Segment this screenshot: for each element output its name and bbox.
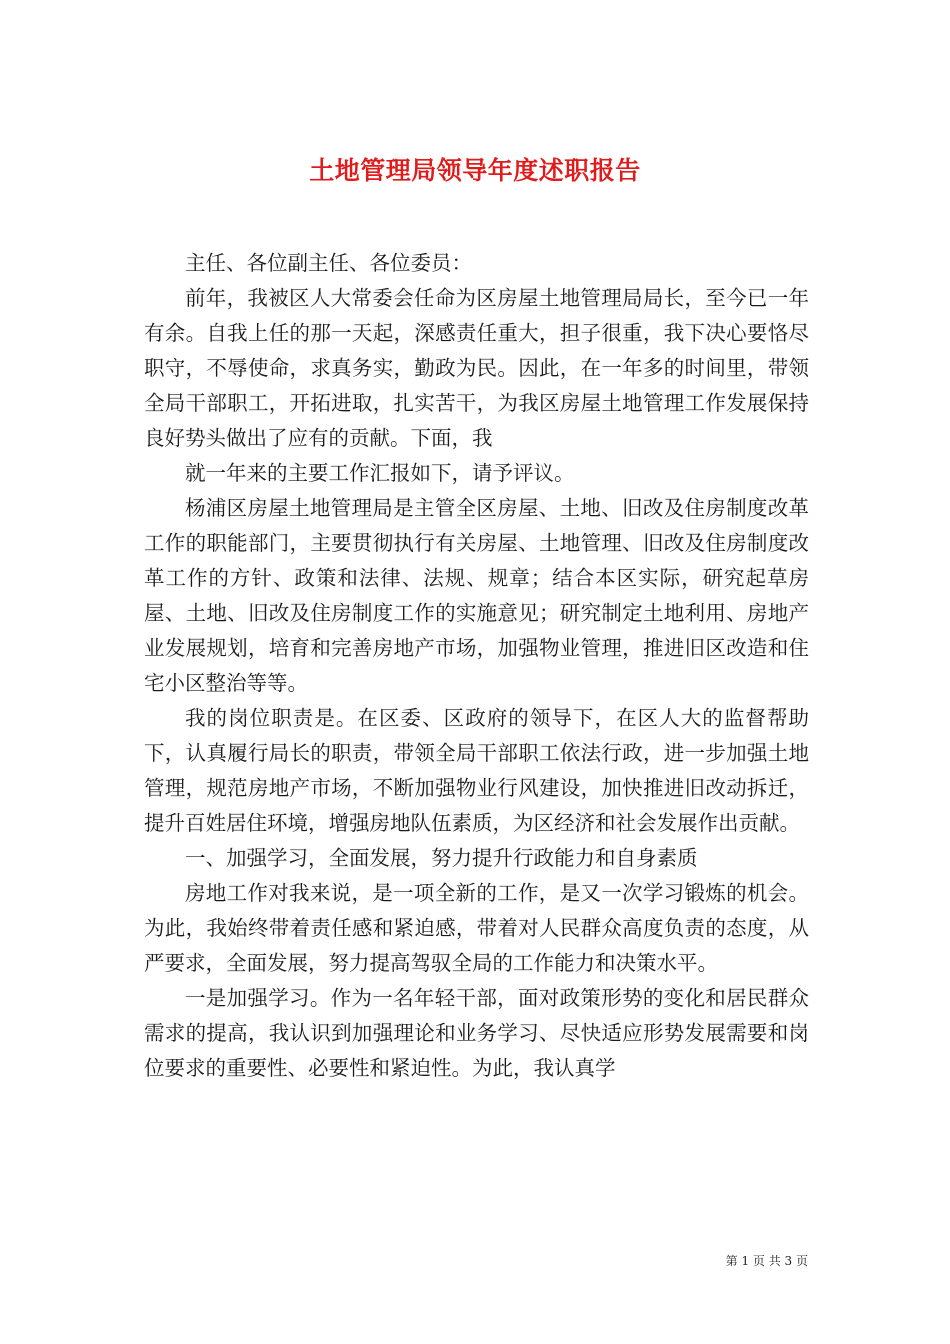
body-paragraph: 就一年来的主要工作汇报如下，请予评议。 xyxy=(185,461,575,485)
salutation-paragraph: 主任、各位副主任、各位委员： xyxy=(185,251,472,275)
page-number: 第 1 页 共 3 页 xyxy=(725,1254,808,1268)
body-paragraph: 前年，我被区人大常委会任命为区房屋土地管理局局长，至今已一年有余。自我上任的那一天起，深感责任重大，担子很重，我下决心要恪尽职守，不辱使命，求真务实，勤政为民。因此，在一年多的时间里，带领全局干部职工，开拓进取，扎实苦干，为我区房屋土地管理工作发展保持良好势头做出了应有的贡献。下面，我 xyxy=(144,286,809,450)
section-heading: 一、加强学习，全面发展，努力提升行政能力和自身素质 xyxy=(185,846,698,870)
body-paragraph: 房地工作对我来说，是一项全新的工作，是又一次学习锻炼的机会。为此，我始终带着责任感和紧迫感，带着对人民群众高度负责的态度，从严要求，全面发展，努力提高驾驭全局的工作能力和决策水平。 xyxy=(144,881,809,975)
body-paragraph: 杨浦区房屋土地管理局是主管全区房屋、土地、旧改及住房制度改革工作的职能部门，主要贯彻执行有关房屋、土地管理、旧改及住房制度改革工作的方针、政策和法律、法规、规章；结合本区实际，研究起草房屋、土地、旧改及住房制度工作的实施意见；研究制定土地利用、房地产业发展规划，培育和完善房地产市场，加强物业管理，推进旧区改造和住宅小区整治等等。 xyxy=(144,496,809,695)
body-paragraph: 我的岗位职责是。在区委、区政府的领导下，在区人大的监督帮助下，认真履行局长的职责，带领全局干部职工依法行政，进一步加强土地管理，规范房地产市场，不断加强物业行风建设，加快推进旧改动拆迁，提升百姓居住环境，增强房地队伍素质，为区经济和社会发展作出贡献。 xyxy=(144,706,809,835)
document-body xyxy=(144,246,809,1086)
document-title: 土地管理局领导年度述职报告 xyxy=(309,155,641,185)
body-paragraph: 一是加强学习。作为一名年轻干部，面对政策形势的变化和居民群众需求的提高，我认识到加强理论和业务学习、尽快适应形势发展需要和岗位要求的重要性、必要性和紧迫性。为此，我认真学 xyxy=(144,986,809,1080)
